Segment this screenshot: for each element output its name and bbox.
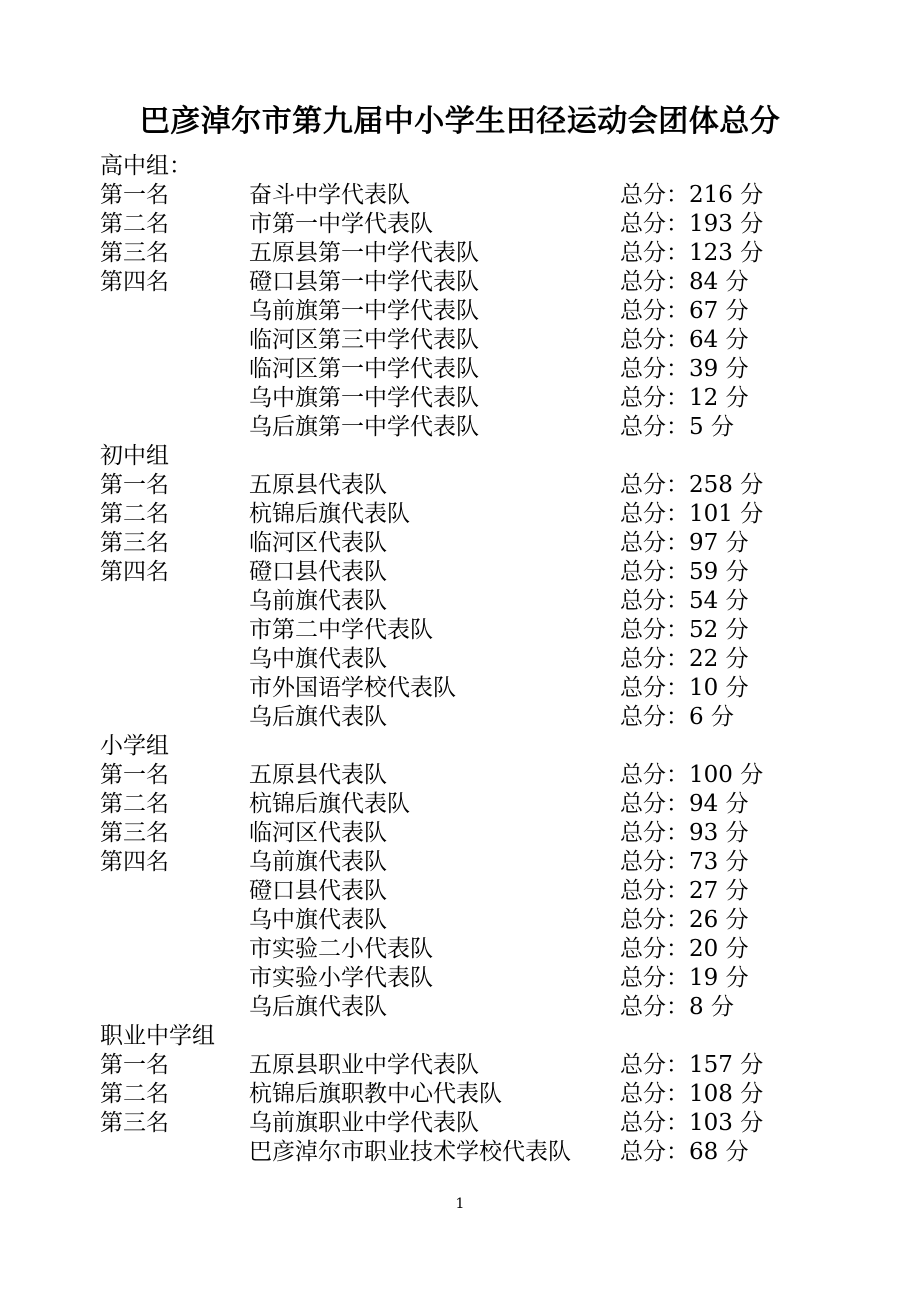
result-row xyxy=(100,993,840,1022)
result-row xyxy=(100,297,840,326)
team-name: 乌后旗代表队 xyxy=(249,994,387,1020)
team-name: 市第二中学代表队 xyxy=(249,617,433,643)
result-row xyxy=(100,239,840,268)
total-score xyxy=(620,1051,763,1080)
score-value: 64 xyxy=(689,327,719,353)
score-value: 258 xyxy=(689,472,733,498)
total-score xyxy=(620,1109,763,1138)
score-suffix: 分 xyxy=(725,617,749,643)
score-prefix: 总分： xyxy=(620,1052,689,1078)
rank-label: 第一名 xyxy=(100,472,169,498)
team-name: 市外国语学校代表队 xyxy=(249,675,456,701)
score-suffix: 分 xyxy=(740,1081,764,1107)
total-score xyxy=(620,529,749,558)
section-label: 小学组 xyxy=(100,733,169,759)
score-prefix: 总分： xyxy=(620,617,689,643)
result-row xyxy=(100,529,840,558)
team-name: 临河区第三中学代表队 xyxy=(249,327,479,353)
result-row xyxy=(100,703,840,732)
score-prefix: 总分： xyxy=(620,675,689,701)
total-score xyxy=(620,674,749,703)
score-prefix: 总分： xyxy=(620,240,689,266)
score-suffix: 分 xyxy=(710,704,734,730)
score-prefix: 总分： xyxy=(620,762,689,788)
rank-label: 第三名 xyxy=(100,530,169,556)
rank-label: 第四名 xyxy=(100,559,169,585)
team-name: 市实验二小代表队 xyxy=(249,936,433,962)
score-value: 67 xyxy=(689,298,719,324)
score-prefix: 总分： xyxy=(620,704,689,730)
score-suffix: 分 xyxy=(725,907,749,933)
total-score xyxy=(620,558,749,587)
score-prefix: 总分： xyxy=(620,211,689,237)
score-value: 59 xyxy=(689,559,719,585)
score-suffix: 分 xyxy=(725,1139,749,1165)
score-suffix: 分 xyxy=(740,1052,764,1078)
total-score xyxy=(620,790,749,819)
section-label: 初中组 xyxy=(100,443,169,469)
result-row xyxy=(100,761,840,790)
score-value: 54 xyxy=(689,588,719,614)
total-score xyxy=(620,297,749,326)
score-suffix: 分 xyxy=(740,211,764,237)
result-row xyxy=(100,471,840,500)
score-prefix: 总分： xyxy=(620,385,689,411)
score-prefix: 总分： xyxy=(620,182,689,208)
score-suffix: 分 xyxy=(725,849,749,875)
score-prefix: 总分： xyxy=(620,936,689,962)
team-name: 临河区代表队 xyxy=(249,530,387,556)
team-name: 磴口县第一中学代表队 xyxy=(249,269,479,295)
score-suffix: 分 xyxy=(725,385,749,411)
score-value: 10 xyxy=(689,675,719,701)
rank-label: 第三名 xyxy=(100,240,169,266)
team-name: 巴彦淖尔市职业技术学校代表队 xyxy=(249,1139,571,1165)
team-name: 乌前旗第一中学代表队 xyxy=(249,298,479,324)
score-value: 20 xyxy=(689,936,719,962)
score-value: 97 xyxy=(689,530,719,556)
score-prefix: 总分： xyxy=(620,1110,689,1136)
team-name: 市实验小学代表队 xyxy=(249,965,433,991)
team-name: 杭锦后旗代表队 xyxy=(249,501,410,527)
score-prefix: 总分： xyxy=(620,530,689,556)
score-prefix: 总分： xyxy=(620,849,689,875)
total-score xyxy=(620,703,734,732)
team-name: 磴口县代表队 xyxy=(249,878,387,904)
result-row xyxy=(100,877,840,906)
team-name: 乌前旗代表队 xyxy=(249,849,387,875)
result-row xyxy=(100,1051,840,1080)
score-prefix: 总分： xyxy=(620,327,689,353)
score-prefix: 总分： xyxy=(620,356,689,382)
result-row xyxy=(100,1138,840,1167)
total-score xyxy=(620,413,734,442)
team-name: 市第一中学代表队 xyxy=(249,211,433,237)
result-row xyxy=(100,268,840,297)
score-value: 12 xyxy=(689,385,719,411)
results-list xyxy=(100,152,840,1167)
result-row xyxy=(100,413,840,442)
score-value: 103 xyxy=(689,1110,733,1136)
score-suffix: 分 xyxy=(725,269,749,295)
total-score xyxy=(620,587,749,616)
score-suffix: 分 xyxy=(725,646,749,672)
score-value: 19 xyxy=(689,965,719,991)
result-row xyxy=(100,210,840,239)
score-value: 73 xyxy=(689,849,719,875)
total-score xyxy=(620,877,749,906)
total-score xyxy=(620,616,749,645)
rank-label: 第二名 xyxy=(100,1081,169,1107)
score-value: 5 xyxy=(689,414,704,440)
team-name: 乌中旗第一中学代表队 xyxy=(249,385,479,411)
result-row xyxy=(100,906,840,935)
score-suffix: 分 xyxy=(725,559,749,585)
score-prefix: 总分： xyxy=(620,472,689,498)
total-score xyxy=(620,326,749,355)
total-score xyxy=(620,471,763,500)
total-score xyxy=(620,355,749,384)
total-score xyxy=(620,239,763,268)
score-prefix: 总分： xyxy=(620,1139,689,1165)
score-suffix: 分 xyxy=(725,298,749,324)
result-row xyxy=(100,848,840,877)
result-row xyxy=(100,1109,840,1138)
score-suffix: 分 xyxy=(725,936,749,962)
rank-label: 第一名 xyxy=(100,1052,169,1078)
score-value: 39 xyxy=(689,356,719,382)
score-prefix: 总分： xyxy=(620,791,689,817)
score-prefix: 总分： xyxy=(620,414,689,440)
rank-label: 第二名 xyxy=(100,211,169,237)
rank-label: 第二名 xyxy=(100,791,169,817)
result-row xyxy=(100,616,840,645)
score-prefix: 总分： xyxy=(620,501,689,527)
total-score xyxy=(620,181,763,210)
team-name: 奋斗中学代表队 xyxy=(249,182,410,208)
score-suffix: 分 xyxy=(740,472,764,498)
page-title: 巴彦淖尔市第九届中小学生田径运动会团体总分 xyxy=(139,104,781,139)
team-name: 乌后旗代表队 xyxy=(249,704,387,730)
result-row xyxy=(100,819,840,848)
team-name: 乌中旗代表队 xyxy=(249,646,387,672)
team-name: 五原县代表队 xyxy=(249,472,387,498)
total-score xyxy=(620,384,749,413)
score-prefix: 总分： xyxy=(620,588,689,614)
total-score xyxy=(620,848,749,877)
total-score xyxy=(620,906,749,935)
rank-label: 第四名 xyxy=(100,269,169,295)
score-prefix: 总分： xyxy=(620,907,689,933)
rank-label: 第一名 xyxy=(100,762,169,788)
score-prefix: 总分： xyxy=(620,820,689,846)
score-prefix: 总分： xyxy=(620,559,689,585)
total-score xyxy=(620,210,763,239)
score-suffix: 分 xyxy=(740,501,764,527)
team-name: 乌前旗代表队 xyxy=(249,588,387,614)
score-value: 27 xyxy=(689,878,719,904)
total-score xyxy=(620,500,763,529)
result-row xyxy=(100,384,840,413)
score-prefix: 总分： xyxy=(620,298,689,324)
result-row xyxy=(100,1080,840,1109)
score-suffix: 分 xyxy=(725,356,749,382)
team-name: 五原县代表队 xyxy=(249,762,387,788)
score-value: 6 xyxy=(689,704,704,730)
team-name: 乌后旗第一中学代表队 xyxy=(249,414,479,440)
score-value: 22 xyxy=(689,646,719,672)
score-suffix: 分 xyxy=(740,762,764,788)
rank-label: 第一名 xyxy=(100,182,169,208)
rank-label: 第四名 xyxy=(100,849,169,875)
score-suffix: 分 xyxy=(725,327,749,353)
total-score xyxy=(620,1080,763,1109)
total-score xyxy=(620,819,749,848)
score-prefix: 总分： xyxy=(620,646,689,672)
score-suffix: 分 xyxy=(725,588,749,614)
total-score xyxy=(620,1138,749,1167)
score-suffix: 分 xyxy=(740,240,764,266)
score-suffix: 分 xyxy=(710,414,734,440)
score-prefix: 总分： xyxy=(620,965,689,991)
total-score xyxy=(620,645,749,674)
team-name: 杭锦后旗代表队 xyxy=(249,791,410,817)
score-prefix: 总分： xyxy=(620,878,689,904)
score-suffix: 分 xyxy=(725,675,749,701)
rank-label: 第三名 xyxy=(100,1110,169,1136)
team-name: 杭锦后旗职教中心代表队 xyxy=(249,1081,502,1107)
score-value: 94 xyxy=(689,791,719,817)
score-suffix: 分 xyxy=(725,965,749,991)
result-row xyxy=(100,558,840,587)
score-suffix: 分 xyxy=(725,530,749,556)
result-row xyxy=(100,935,840,964)
score-suffix: 分 xyxy=(725,791,749,817)
total-score xyxy=(620,761,763,790)
team-name: 乌中旗代表队 xyxy=(249,907,387,933)
team-name: 临河区第一中学代表队 xyxy=(249,356,479,382)
result-row xyxy=(100,790,840,819)
score-suffix: 分 xyxy=(740,182,764,208)
team-name: 五原县第一中学代表队 xyxy=(249,240,479,266)
team-name: 五原县职业中学代表队 xyxy=(249,1052,479,1078)
team-name: 磴口县代表队 xyxy=(249,559,387,585)
score-value: 84 xyxy=(689,269,719,295)
score-value: 108 xyxy=(689,1081,733,1107)
score-suffix: 分 xyxy=(740,1110,764,1136)
score-value: 52 xyxy=(689,617,719,643)
team-name: 临河区代表队 xyxy=(249,820,387,846)
section-label: 高中组： xyxy=(100,153,192,179)
score-suffix: 分 xyxy=(725,878,749,904)
total-score xyxy=(620,993,734,1022)
total-score xyxy=(620,964,749,993)
score-prefix: 总分： xyxy=(620,994,689,1020)
result-row xyxy=(100,645,840,674)
score-value: 123 xyxy=(689,240,733,266)
result-row xyxy=(100,355,840,384)
score-value: 216 xyxy=(689,182,733,208)
score-value: 68 xyxy=(689,1139,719,1165)
score-value: 93 xyxy=(689,820,719,846)
result-row xyxy=(100,500,840,529)
result-row xyxy=(100,181,840,210)
total-score xyxy=(620,935,749,964)
score-value: 8 xyxy=(689,994,704,1020)
team-name: 乌前旗职业中学代表队 xyxy=(249,1110,479,1136)
rank-label: 第二名 xyxy=(100,501,169,527)
page-number: 1 xyxy=(455,1196,465,1212)
score-value: 193 xyxy=(689,211,733,237)
score-prefix: 总分： xyxy=(620,1081,689,1107)
score-suffix: 分 xyxy=(710,994,734,1020)
score-prefix: 总分： xyxy=(620,269,689,295)
score-value: 26 xyxy=(689,907,719,933)
section-label: 职业中学组 xyxy=(100,1023,215,1049)
score-value: 100 xyxy=(689,762,733,788)
result-row xyxy=(100,326,840,355)
result-row xyxy=(100,964,840,993)
score-value: 101 xyxy=(689,501,733,527)
score-value: 157 xyxy=(689,1052,733,1078)
score-suffix: 分 xyxy=(725,820,749,846)
result-row xyxy=(100,587,840,616)
total-score xyxy=(620,268,749,297)
result-row xyxy=(100,674,840,703)
rank-label: 第三名 xyxy=(100,820,169,846)
